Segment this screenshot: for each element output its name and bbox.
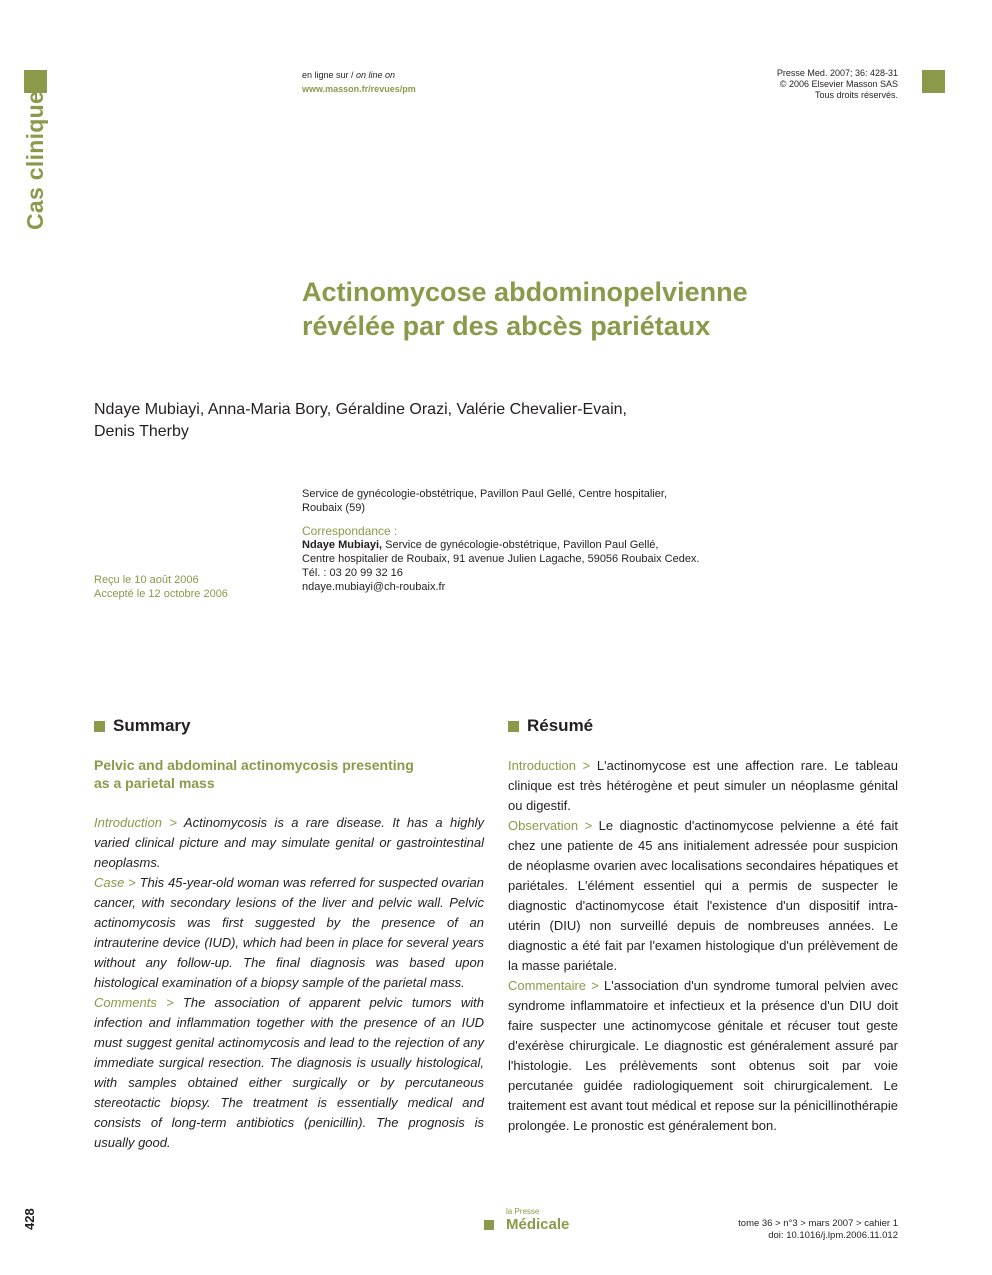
summary-comments [94,993,484,1153]
comments-text: The association of apparent pelvic tumors with infection and inflammation together with the presence of an IUD must suggest genital actinomycosis and lead to the rejection of any immediate surgical resection. The diagnosis is usually histological, with samples obtained either surgically or by percutaneous stereotactic biopsy. The treatment is essentially medical and consists of long-term antibiotics (penicillin). The prognosis is usually good. [94,995,484,1150]
accepted-date: Accepté le 12 octobre 2006 [94,588,228,600]
authors-line-2: Denis Therby [94,423,189,440]
citation: Presse Med. 2007; 36: 428-31 [776,68,898,78]
correspondent-address-2: Centre hospitalier de Roubaix, 91 avenue Julien Lagache, 59056 Roubaix Cedex. [302,553,700,565]
summary-heading-text: Summary [113,716,191,735]
title-line-1: Actinomycose abdominopelvienne [302,277,748,307]
correspondent [302,538,722,552]
summary-subtitle-line-2: as a parietal mass [94,775,215,791]
correspondence-label: Correspondance : [302,524,398,538]
intro-text: Actinomycosis is a rare disease. It has a highly varied clinical picture and may simulate genital or gastrointestinal neoplasms. [94,815,485,870]
square-bullet-icon [508,721,519,732]
online-prefix-italic: on line on [356,70,396,80]
journal-logo [484,1207,569,1233]
resume-intro [508,756,898,816]
received-date: Reçu le 10 août 2006 [94,574,199,586]
section-label: Cas clinique [22,90,48,230]
logo-square-icon [484,1220,494,1230]
email[interactable]: ndaye.mubiayi@ch-roubaix.fr [302,581,446,593]
logo-big: Médicale [506,1216,570,1233]
affiliation-line-2: Roubaix (59) [302,502,365,514]
footer-info [598,1218,898,1242]
case-text: This 45-year-old woman was referred for suspected ovarian cancer, with secondary lesions of the liver and pelvic wall. Pelvic actinomycosis was first suggested by the presence of an intrauterine device (IUD), which had been in place for several years without any follow-up. The final diagnosis was based upon histological examination of a biopsy sample of the parietal mass. [94,875,484,990]
page-number: 428 [22,1208,37,1230]
summary-subtitle-line-1: Pelvic and abdominal actinomycosis presenting [94,757,414,773]
citation-block [658,68,898,101]
online-url[interactable]: www.masson.fr/revues/pm [302,84,416,94]
authors-line-1: Ndaye Mubiayi, Anna-Maria Bory, Géraldine Orazi, Valérie Chevalier-Evain, [94,401,627,418]
intro-label: Introduction > [508,758,597,773]
observation-text: Le diagnostic d'actinomycose pelvienne a été fait chez une patiente de 45 ans initialement adressée pour suspicion de néoplasme ovarien avec localisations secondaires hépatiques et pariétales. L'élément essentiel qui a permis de suspecter le diagnostic d'actinomycose était l'existence d'un dispositif intra-utérin (DIU) non surveillé depuis de nombreuses années. Le diagnostic a été fait par l'examen histologique d'un prélèvement de la masse pariétale. [508,818,898,973]
case-label: Case > [94,875,140,890]
resume-body [508,756,898,1136]
article-dates [94,573,228,601]
comment-text: L'association d'un syndrome tumoral pelvien avec syndrome inflammatoire et infectieux et la présence d'un DIU doit faire suspecter une actinomycose génitale et récuser tout geste d'exérèse chirurgicale. Le diagnostic est généralement assuré par l'histologie. Les prélèvements sont obtenus soit par voie percutanée guidée radiologiquement soit chirurgicalement. Le traitement est avant tout médical et repose sur la pénicillinothérapie prolongée. Le pronostic est généralement bon. [508,978,898,1133]
authors [94,399,714,443]
summary-subtitle [94,756,484,792]
correspondent-address-1: Service de gynécologie-obstétrique, Pavillon Paul Gellé, [382,539,659,551]
affiliation [302,487,722,594]
correspondent-name: Ndaye Mubiayi, [302,539,383,551]
observation-label: Observation > [508,818,599,833]
logo-text [506,1207,569,1233]
summary-heading [94,716,190,736]
copyright: © 2006 Elsevier Masson SAS [779,79,898,89]
square-bullet-icon [94,721,105,732]
intro-text: L'actinomycose est une affection rare. Le tableau clinique est très hétérogène et peut simuler un néoplasme génital ou digestif. [508,758,898,813]
doi: doi: 10.1016/j.lpm.2006.11.012 [768,1230,898,1241]
online-info [302,70,395,81]
logo-small: la Presse [506,1207,540,1216]
affiliation-line-1: Service de gynécologie-obstétrique, Pavillon Paul Gellé, Centre hospitalier, [302,488,668,500]
comments-label: Comments > [94,995,183,1010]
comment-label: Commentaire > [508,978,605,993]
summary-intro [94,813,484,873]
issue-info: tome 36 > n°3 > mars 2007 > cahier 1 [738,1218,898,1229]
resume-comment [508,976,898,1136]
summary-body [94,813,484,1153]
resume-observation [508,816,898,976]
intro-label: Introduction > [94,815,184,830]
title-line-2: révélée par des abcès pariétaux [302,311,711,341]
resume-heading [508,716,593,736]
corner-square-right [922,70,945,93]
resume-heading-text: Résumé [527,716,594,735]
phone: Tél. : 03 20 99 32 16 [302,567,403,579]
summary-case [94,873,484,993]
article-title [302,275,822,343]
rights: Tous droits réservés. [814,90,898,100]
online-prefix: en ligne sur / [302,70,357,80]
